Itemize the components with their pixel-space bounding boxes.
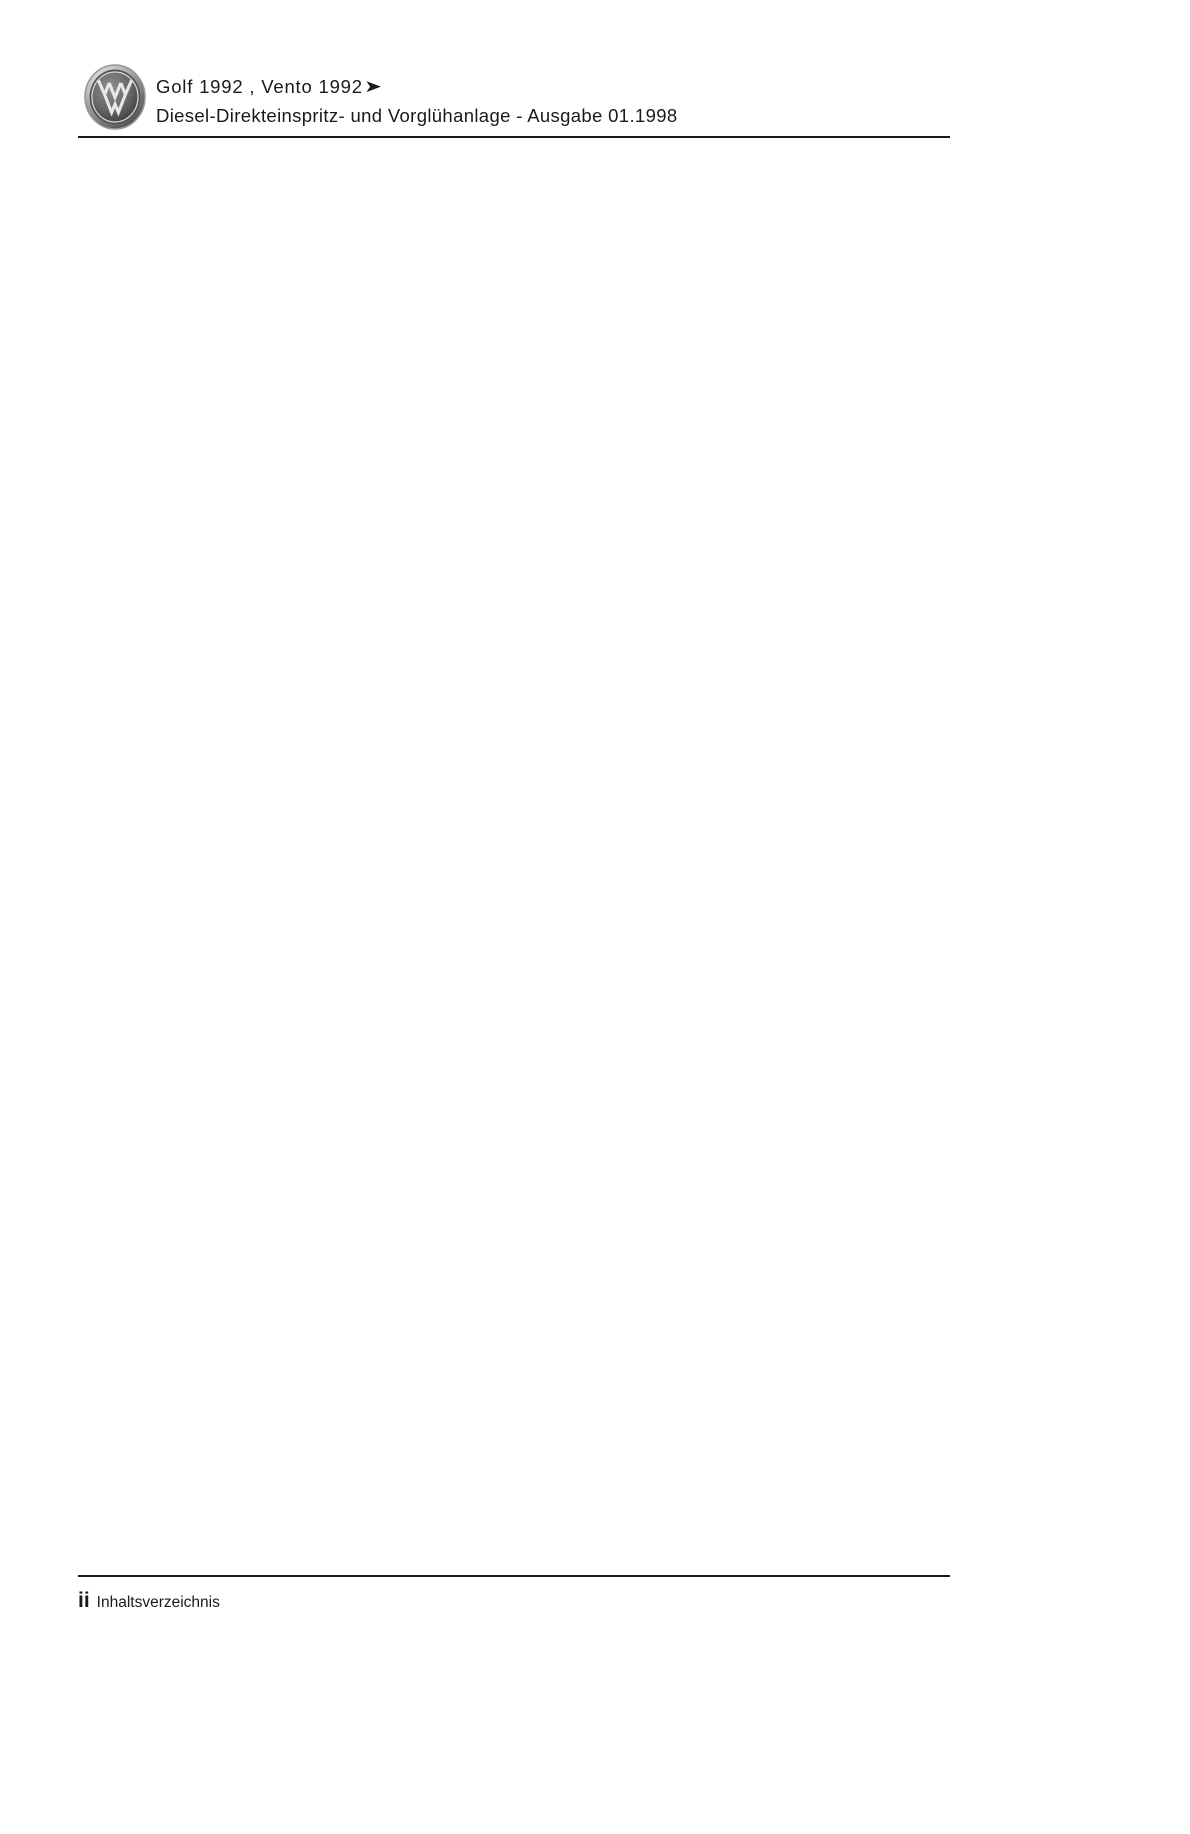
footer-divider xyxy=(78,1575,950,1577)
vw-logo-icon xyxy=(82,64,148,130)
toc-entry-page-number xyxy=(78,150,1190,1834)
header-subtitle: Diesel-Direkteinspritz- und Vorglühanlage - Ausgabe 01.1998 xyxy=(156,105,678,127)
toc-entry[interactable] xyxy=(78,707,978,733)
table-of-contents xyxy=(78,150,978,733)
header-model-text: Golf 1992 , Vento 1992 xyxy=(156,76,363,97)
footer-page-number: ii xyxy=(78,1589,90,1612)
page-header xyxy=(78,62,950,136)
header-model-line xyxy=(156,74,678,100)
right-arrow-icon: ➤ xyxy=(363,77,383,96)
page-footer xyxy=(78,1589,220,1613)
footer-section-label: Inhaltsverzeichnis xyxy=(96,1594,220,1611)
header-title-block xyxy=(156,74,678,130)
header-divider xyxy=(78,136,950,138)
